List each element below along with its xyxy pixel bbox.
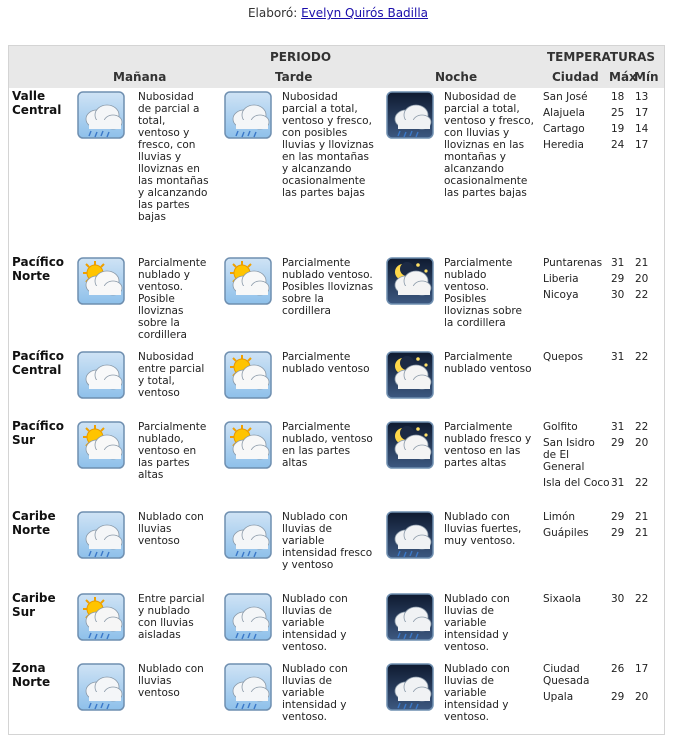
temp-min: 21	[635, 511, 649, 523]
city-name: Nicoya	[543, 289, 579, 301]
temperature-row	[543, 527, 655, 539]
temperature-row	[543, 351, 655, 363]
cloudy-sky-icon	[77, 351, 125, 399]
header-tarde: Tarde	[275, 70, 313, 84]
city-name: San Isidro de El General	[543, 437, 595, 473]
temp-max: 24	[611, 139, 625, 151]
header-temperaturas: TEMPERATURAS	[547, 50, 656, 64]
partly-cloudy-night-icon	[386, 351, 434, 399]
temperature-row	[543, 437, 655, 473]
temp-min: 22	[635, 289, 649, 301]
partly-cloudy-sun-icon	[224, 257, 272, 305]
forecast-manana-text: Parcialmente nublado, ventoso en las partes altas	[138, 421, 207, 481]
temperature-list	[543, 511, 655, 543]
night-rain-cloud-icon	[386, 511, 434, 559]
city-name: Isla del Coco	[543, 477, 610, 489]
header-noche: Noche	[435, 70, 478, 84]
rain-cloud-icon	[224, 91, 272, 139]
city-name: Guápiles	[543, 527, 589, 539]
temperature-row	[543, 123, 655, 135]
region-label: Valle Central	[12, 89, 62, 117]
region-label: Caribe Sur	[12, 591, 56, 619]
forecast-tarde-text: Nublado con lluvias de variable intensidad y ventoso.	[282, 593, 348, 653]
partly-cloudy-night-icon	[386, 257, 434, 305]
temp-min: 21	[635, 527, 649, 539]
temperature-row	[543, 477, 655, 489]
temp-min: 20	[635, 273, 649, 285]
city-name: San José	[543, 91, 588, 103]
forecast-manana-text: Nubosidad entre parcial y total, ventoso	[138, 351, 205, 399]
temperature-row	[543, 511, 655, 523]
night-rain-cloud-icon	[386, 91, 434, 139]
sun-rain-icon	[77, 593, 125, 641]
temp-min: 17	[635, 139, 649, 151]
partly-cloudy-sun-icon	[77, 421, 125, 469]
forecast-noche-text: Nublado con lluvias fuertes, muy ventoso.	[444, 511, 522, 547]
partly-cloudy-sun-icon	[77, 257, 125, 305]
region-label: Pacífico Norte	[12, 255, 65, 283]
temperature-row	[543, 663, 655, 687]
temperature-list	[543, 663, 655, 707]
forecast-manana-text: Nublado con lluvias ventoso	[138, 511, 204, 547]
forecast-manana-text: Entre parcial y nublado con lluvias aisladas	[138, 593, 205, 641]
temp-max: 29	[611, 511, 625, 523]
region-label: Caribe Norte	[12, 509, 56, 537]
forecast-noche-text: Nubosidad de parcial a total, ventoso y fresco, con lluvias y lloviznas en las montañas y alcanzando ocasionalmente las partes bajas	[444, 91, 534, 199]
city-name: Alajuela	[543, 107, 585, 119]
forecast-noche-text: Parcialmente nublado fresco y ventoso en las partes altas	[444, 421, 532, 469]
temperature-row	[543, 257, 655, 269]
temp-max: 31	[611, 477, 625, 489]
temp-max: 29	[611, 437, 625, 449]
city-name: Cartago	[543, 123, 585, 135]
credit-label: Elaboró:	[247, 6, 298, 20]
temp-min: 21	[635, 257, 649, 269]
city-name: Quepos	[543, 351, 583, 363]
night-rain-cloud-icon	[386, 593, 434, 641]
temperature-row	[543, 289, 655, 301]
rain-cloud-icon	[224, 663, 272, 711]
partly-cloudy-sun-icon	[224, 351, 272, 399]
city-name: Heredia	[543, 139, 584, 151]
temperature-list	[543, 91, 655, 155]
temp-max: 30	[611, 593, 625, 605]
region-label: Pacífico Central	[12, 349, 65, 377]
city-name: Limón	[543, 511, 576, 523]
partly-cloudy-sun-icon	[224, 421, 272, 469]
night-rain-cloud-icon	[386, 663, 434, 711]
region-label: Zona Norte	[12, 661, 51, 689]
temp-max: 29	[611, 273, 625, 285]
credit-line	[0, 6, 676, 20]
temp-min: 22	[635, 477, 649, 489]
forecast-noche-text: Nublado con lluvias de variable intensidad y ventoso.	[444, 593, 510, 653]
forecast-manana-text: Nublado con lluvias ventoso	[138, 663, 204, 699]
temp-max: 25	[611, 107, 625, 119]
header-periodo: PERIODO	[270, 50, 332, 64]
temperature-list	[543, 257, 655, 305]
city-name: Puntarenas	[543, 257, 603, 269]
city-name: Sixaola	[543, 593, 582, 605]
temp-min: 22	[635, 593, 649, 605]
partly-cloudy-night-icon	[386, 421, 434, 469]
temp-max: 31	[611, 421, 625, 433]
forecast-manana-text: Parcialmente nublado y ventoso. Posible lloviznas sobre la cordillera	[138, 257, 207, 341]
credit-author-link[interactable]: Evelyn Quirós Badilla	[301, 6, 429, 20]
region-label: Pacífico Sur	[12, 419, 65, 447]
temp-min: 14	[635, 123, 649, 135]
forecast-noche-text: Parcialmente nublado ventoso. Posibles lloviznas sobre la cordillera	[444, 257, 522, 329]
temp-min: 17	[635, 107, 649, 119]
city-name: Golfito	[543, 421, 578, 433]
temp-max: 18	[611, 91, 625, 103]
temp-min: 17	[635, 663, 649, 675]
temp-min: 22	[635, 421, 649, 433]
rain-cloud-icon	[77, 663, 125, 711]
forecast-tarde-text: Parcialmente nublado ventoso	[282, 351, 370, 375]
forecast-manana-text: Nubosidad de parcial a total, ventoso y fresco, con lluvias y lloviznas en las montañas y alcanzando las partes bajas	[138, 91, 209, 223]
temperature-row	[543, 91, 655, 103]
temp-max: 29	[611, 527, 625, 539]
rain-cloud-icon	[77, 511, 125, 559]
temperature-row	[543, 273, 655, 285]
temperature-list	[543, 351, 655, 367]
temp-max: 31	[611, 257, 625, 269]
temperature-row	[543, 593, 655, 605]
temp-min: 13	[635, 91, 649, 103]
temp-min: 22	[635, 351, 649, 363]
header-max: Máx	[609, 70, 637, 84]
forecast-tarde-text: Nublado con lluvias de variable intensidad fresco y ventoso	[282, 511, 373, 571]
city-name: Upala	[543, 691, 574, 703]
forecast-tarde-text: Nubosidad parcial a total, ventoso y fresco, con posibles lluvias y lloviznas en las montañas y alcanzando ocasionalmente las partes bajas	[282, 91, 374, 199]
header-min: Mín	[634, 70, 659, 84]
city-name: Liberia	[543, 273, 579, 285]
temp-max: 29	[611, 691, 625, 703]
temp-min: 20	[635, 437, 649, 449]
forecast-noche-text: Parcialmente nublado ventoso	[444, 351, 532, 375]
temp-max: 30	[611, 289, 625, 301]
rain-cloud-icon	[224, 593, 272, 641]
rain-cloud-icon	[77, 91, 125, 139]
temperature-row	[543, 421, 655, 433]
forecast-noche-text: Nublado con lluvias de variable intensidad y ventoso.	[444, 663, 510, 723]
forecast-tarde-text: Parcialmente nublado ventoso. Posibles lloviznas sobre la cordillera	[282, 257, 374, 317]
forecast-tarde-text: Nublado con lluvias de variable intensidad y ventoso.	[282, 663, 348, 723]
temperature-row	[543, 139, 655, 151]
header-ciudad: Ciudad	[552, 70, 599, 84]
header-manana: Mañana	[113, 70, 167, 84]
temp-max: 31	[611, 351, 625, 363]
rain-cloud-icon	[224, 511, 272, 559]
temperature-row	[543, 107, 655, 119]
temp-max: 26	[611, 663, 625, 675]
temp-max: 19	[611, 123, 625, 135]
city-name: Ciudad Quesada	[543, 663, 590, 687]
forecast-tarde-text: Parcialmente nublado, ventoso en las partes altas	[282, 421, 373, 469]
temperature-list	[543, 421, 655, 493]
temperature-list	[543, 593, 655, 609]
temp-min: 20	[635, 691, 649, 703]
temperature-row	[543, 691, 655, 703]
